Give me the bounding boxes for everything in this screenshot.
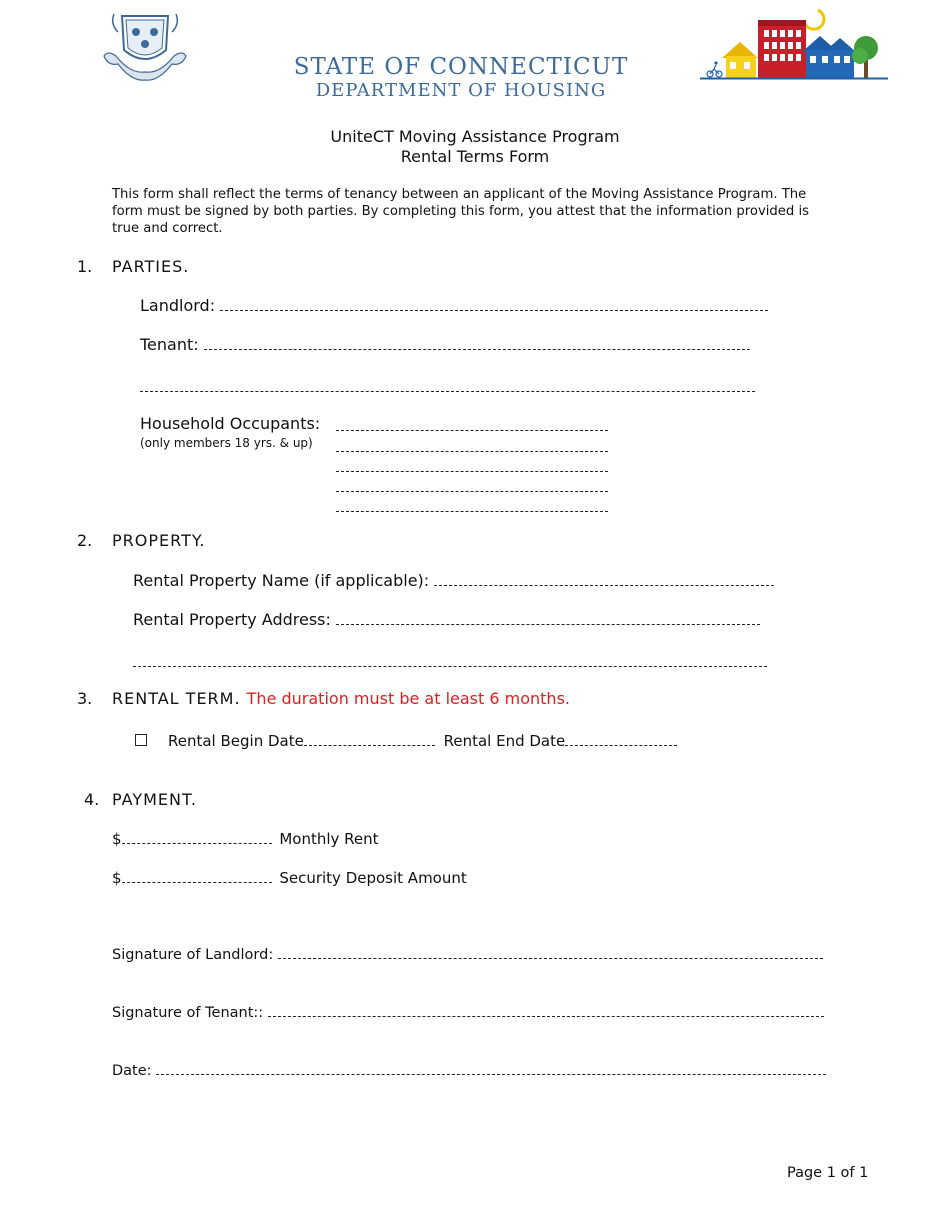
occupants-note: (only members 18 yrs. & up) bbox=[140, 436, 313, 450]
tenant-signature-field bbox=[112, 1002, 824, 1021]
currency-symbol: $ bbox=[112, 869, 122, 887]
landlord-signature-blank[interactable] bbox=[278, 944, 823, 959]
landlord-blank[interactable] bbox=[220, 296, 768, 311]
intro-paragraph: This form shall reflect the terms of tenancy between an applicant of the Moving Assistance Program. The form must be signed by both parties. By completing this form, you attest that the information provided is true and correct. bbox=[112, 187, 810, 236]
tenant-blank-line-2[interactable] bbox=[140, 377, 755, 392]
tenant-signature-label: Signature of Tenant:: bbox=[112, 1005, 264, 1021]
section-3-number: 3. bbox=[77, 689, 93, 708]
date-field bbox=[112, 1060, 826, 1079]
property-address-blank[interactable] bbox=[336, 610, 760, 625]
property-address-blank-line-2[interactable] bbox=[133, 652, 767, 667]
tenant-label: Tenant: bbox=[140, 335, 199, 354]
landlord-field bbox=[140, 296, 768, 315]
security-deposit-label: Security Deposit Amount bbox=[279, 869, 467, 887]
section-4-number: 4. bbox=[84, 790, 100, 809]
occupants-label: Household Occupants: bbox=[140, 414, 321, 433]
form-title: Rental Terms Form bbox=[400, 147, 550, 166]
end-date-blank[interactable] bbox=[565, 731, 677, 746]
monthly-rent-label: Monthly Rent bbox=[279, 830, 379, 848]
rental-dates-row bbox=[168, 731, 677, 750]
security-deposit-blank[interactable] bbox=[122, 868, 272, 883]
occupant-blank-1[interactable] bbox=[336, 416, 608, 431]
occupant-blank-4[interactable] bbox=[336, 477, 608, 492]
duration-requirement: The duration must be at least 6 months. bbox=[246, 689, 570, 708]
date-blank[interactable] bbox=[156, 1060, 826, 1075]
section-2-heading: PROPERTY. bbox=[112, 531, 206, 550]
landlord-signature-label: Signature of Landlord: bbox=[112, 947, 274, 963]
page-number: Page 1 of 1 bbox=[787, 1165, 869, 1181]
monthly-rent-blank[interactable] bbox=[122, 829, 272, 844]
property-name-field bbox=[133, 571, 774, 590]
section-4-heading: PAYMENT. bbox=[112, 790, 197, 809]
occupant-blank-3[interactable] bbox=[336, 457, 608, 472]
agency-name: STATE OF CONNECTICUT bbox=[293, 54, 629, 80]
occupant-blank-5[interactable] bbox=[336, 497, 608, 512]
section-1-number: 1. bbox=[77, 257, 93, 276]
houses-logo-icon bbox=[700, 8, 888, 82]
landlord-label: Landlord: bbox=[140, 296, 216, 315]
property-address-field bbox=[133, 610, 760, 629]
section-1-heading: PARTIES. bbox=[112, 257, 190, 276]
end-date-label: Rental End Date bbox=[443, 732, 566, 750]
rental-term-checkbox[interactable] bbox=[135, 734, 147, 746]
rental-term-label: RENTAL TERM. bbox=[112, 689, 241, 708]
property-name-blank[interactable] bbox=[434, 571, 774, 586]
section-2-number: 2. bbox=[77, 531, 93, 550]
property-address-label: Rental Property Address: bbox=[133, 610, 331, 629]
tenant-field bbox=[140, 335, 750, 354]
begin-date-blank[interactable] bbox=[304, 731, 435, 746]
currency-symbol: $ bbox=[112, 830, 122, 848]
security-deposit-field bbox=[112, 868, 467, 887]
tenant-signature-blank[interactable] bbox=[268, 1002, 824, 1017]
landlord-signature-field bbox=[112, 944, 823, 963]
department-name: DEPARTMENT OF HOUSING bbox=[315, 80, 607, 101]
property-name-label: Rental Property Name (if applicable): bbox=[133, 571, 430, 590]
occupant-blank-2[interactable] bbox=[336, 437, 608, 452]
section-3-heading bbox=[112, 689, 570, 708]
date-label: Date: bbox=[112, 1063, 152, 1079]
tenant-blank[interactable] bbox=[204, 335, 750, 350]
program-title: UniteCT Moving Assistance Program bbox=[330, 127, 620, 146]
begin-date-label: Rental Begin Date bbox=[168, 732, 304, 750]
monthly-rent-field bbox=[112, 829, 379, 848]
